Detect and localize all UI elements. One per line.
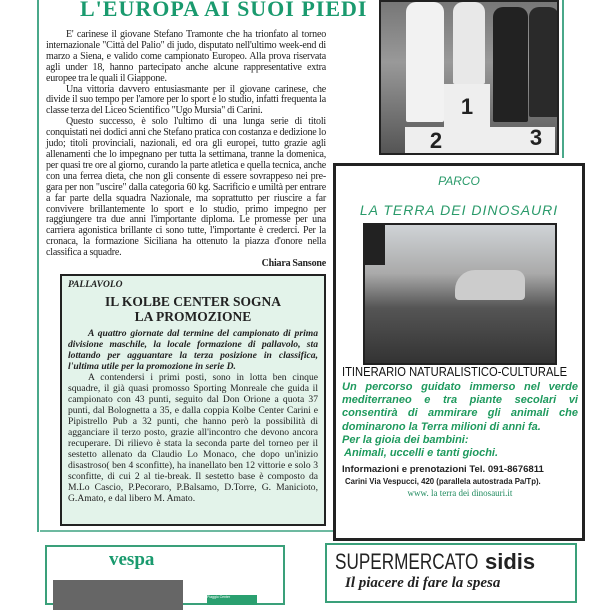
ad-address: Carini Via Vespucci, 420 (parallela autostrada Pa/Tp).	[345, 477, 541, 487]
ad-description	[342, 381, 578, 460]
podium-second: 2	[429, 128, 443, 153]
supermarket-slogan: Il piacere di fare la spesa	[345, 575, 501, 591]
dinosaur-photo	[363, 223, 557, 365]
ad-info: Informazioni e prenotazioni Tel. 091-8676811	[342, 464, 544, 476]
article-body: A contendersi i primi posti, sono in lotta ben cinque squadre, il già quasi promosso Sporting Monreale che guida il campionato con 43 punti, seguito dal Don Orione a quota 37 punti, dal Bolognetta a 35, e dalla coppia Kolbe Center Carini e Pipistrello Pub a 32 punti, che hanno però la possibilità di agganciare il terzo posto, grazie all'incontro che devono ancora recuperare. Di rilievo è stata la seconda parte del torneo per il sestetto allenato da Claudio Lo Monaco, che dopo un'inizio disastroso( ben 4 sconfitte), ha inanellato ben 12 vittorie e solo 3 sconfitte, di cui 2 al tie-break. Il sestetto base è composto da M.Lo Cascio, P.Pecoraro, P.Balsamo, D.Torre, G. Manicioto, G.Amato, e dal libero M. Amato.	[68, 372, 318, 504]
article-title: L'EUROPA AI SUOI PIEDI	[80, 0, 368, 21]
divider-line	[40, 530, 340, 532]
article-title	[68, 294, 318, 324]
supermarket-title: SUPERMERCATO	[335, 549, 479, 574]
paragraph: Questo successo, è solo l'ultimo di una lunga serie di titoli conquistati nei dodici anni che Stefano pratica con costanza e dedizione lo judo; titoli provinciali, nazionali, ed ora gli europei, tutto grazie agli allenamenti che lo impegnano per tutta la settimana, tranne la domenica, per quasi tre ore al giorno, curando la parte atletica e quella tecnica, anche con una ferrea dieta, che non gli consente di essere sovrappeso nei pre-gara per non "uscire" dalla categoria 60 kg. Sacrificio e umiltà per entrare a far parte della squadra Nazionale, ma soprattutto per riuscire a far convivere brillantemente lo sport e lo studio, primo impegno per raggiungere tra due anni l'importante diploma. Le promesse per una carriera agonistica brillante ci sono tutte, l'importante è crederci. Per la cronaca, la formazione Siciliana ha ottenuto la piazza d'onore nella classifica a squadre.	[46, 116, 326, 259]
dinosaur-park-ad	[333, 163, 585, 541]
section-label: PALLAVOLO	[68, 280, 123, 290]
title-line: LA PROMOZIONE	[134, 309, 252, 324]
ad-parco: PARCO	[438, 174, 480, 188]
ad-kids-line: Per la gioia dei bambini:	[342, 433, 469, 446]
ad-park-name: LA TERRA DEI DINOSAURI	[359, 202, 559, 218]
article-lead: A quattro giornate dal termine del campionato di prima divisione maschile, la locale formazione di pallavolo, sta lottando per agguantare la terza posizione in classifica, l'ultima utile per la promozione in serie D.	[68, 328, 318, 372]
vespa-ad	[45, 545, 285, 605]
article-body	[46, 30, 364, 304]
author: Chiara Sansone	[261, 258, 326, 270]
podium-photo	[379, 0, 559, 155]
ad-kids-line: Animali, uccelli e tanti giochi.	[344, 447, 499, 460]
vespa-tag: Piaggio Center	[207, 595, 257, 605]
title-line: IL KOLBE CENTER SOGNA	[105, 294, 281, 309]
pallavolo-article	[60, 274, 326, 526]
paragraph: E' carinese il giovane Stefano Tramonte che ha trionfato al torneo internazionale "Città del Palio" di judo, disputato nell'ultimo week-end di marzo a Siena, e valido come campionato Europeo. Alla prova riservata agli under 18, hanno partecipato anche alcune rappresentative extra europee tra le quali il Giappone.	[46, 29, 326, 84]
vespa-logo: vespa	[109, 549, 155, 570]
paragraph: Una vittoria davvero entusiasmante per il giovane carinese, che divide il suo tempo per l'amore per lo sport e lo studio, infatti frequenta la classe terza del Liceo Scientifico "Ugo Mursia" di Carini.	[46, 83, 326, 117]
sidis-logo: sidis	[485, 549, 536, 574]
vespa-photo	[53, 580, 183, 610]
photo-border-line	[562, 0, 564, 158]
podium-first: 1	[444, 84, 490, 129]
supermarket-ad	[325, 543, 577, 603]
podium-third: 3	[529, 125, 543, 150]
ad-heading: ITINERARIO NATURALISTICO-CULTURALE	[342, 364, 568, 379]
ad-website[interactable]: www. la terra dei dinosauri.it	[407, 488, 513, 499]
left-border-line	[37, 0, 39, 532]
ad-desc-text: Un percorso guidato immerso nel verde mediterraneo e tra piante secolari vi consentirà di ammirare gli animali che dominarono la Terra milioni di anni fa.	[342, 381, 578, 433]
ad-text-column	[342, 364, 578, 499]
